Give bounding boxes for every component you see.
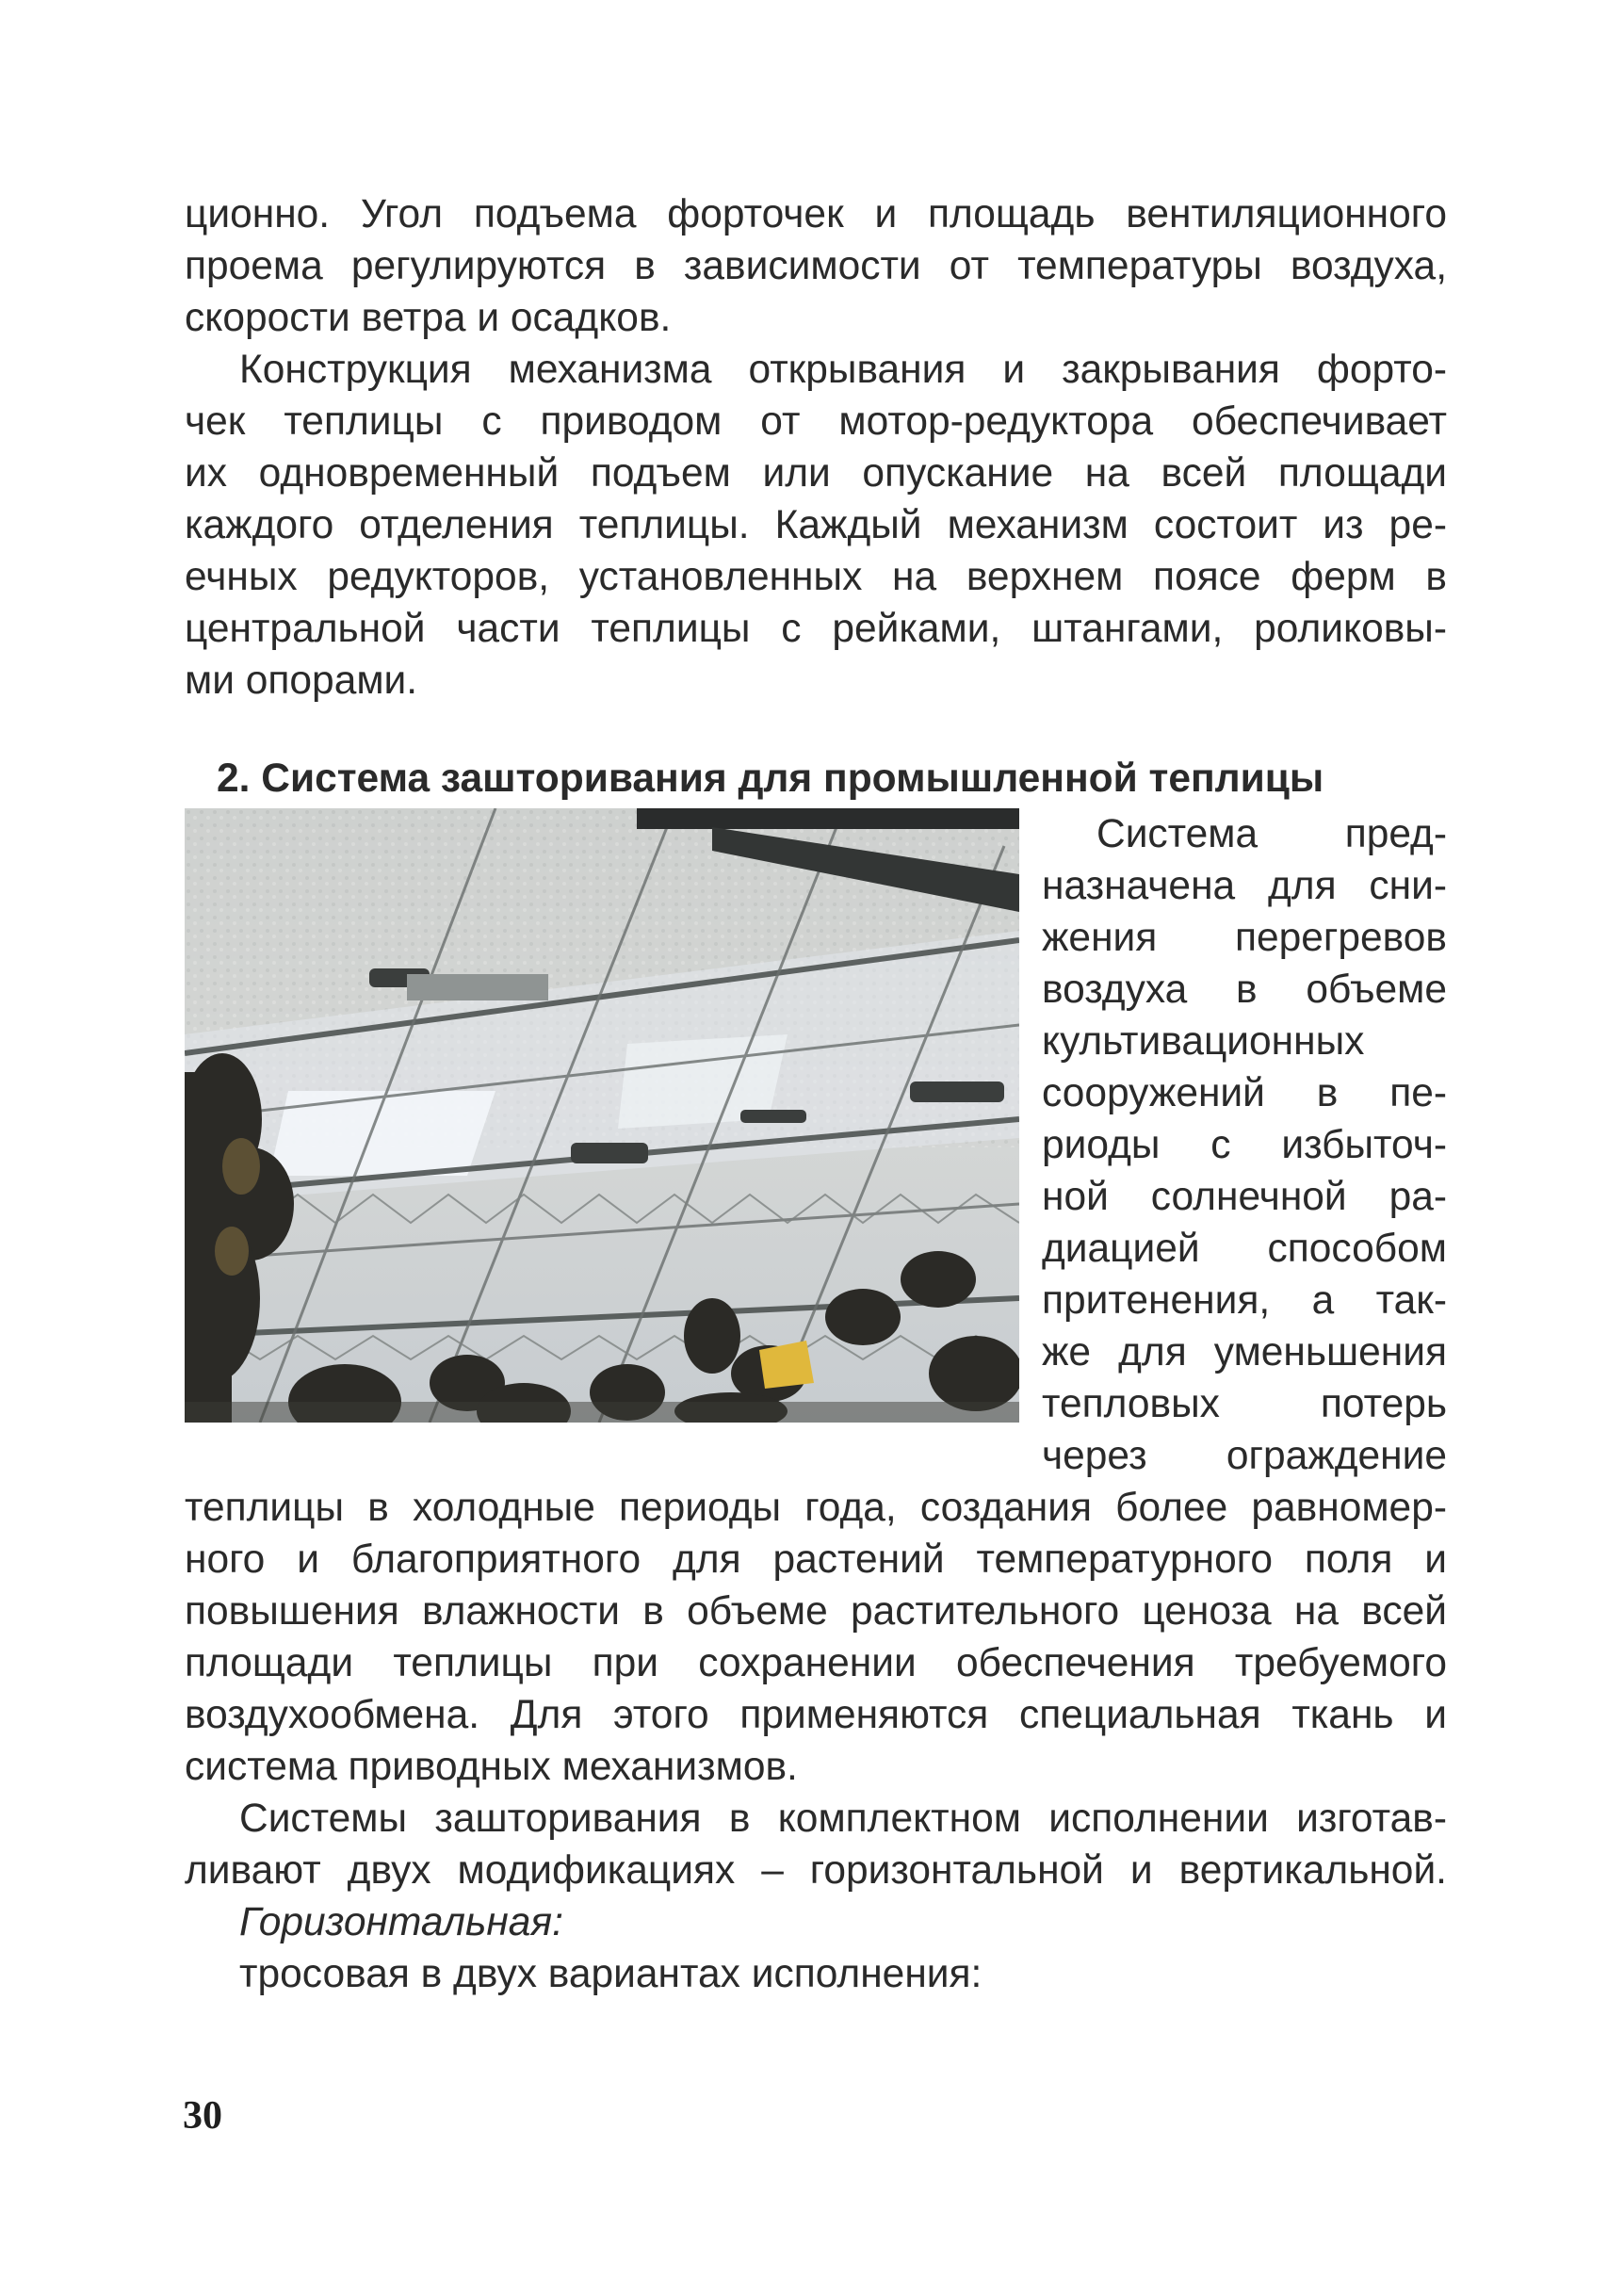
text-line: центральной части теплицы с рейками, штангами, роликовы- xyxy=(185,607,1447,651)
text-line: ми опорами. xyxy=(185,659,418,703)
text-line: сооружений в пе- xyxy=(1042,1071,1447,1115)
text-line: жения перегревов xyxy=(1042,916,1447,960)
text-line: Конструкция механизма открывания и закрывания форто- xyxy=(239,348,1447,392)
text-line: притенения, а так- xyxy=(1042,1278,1447,1323)
text-line: ного и благоприятного для растений температурного поля и xyxy=(185,1537,1447,1582)
top-paragraph xyxy=(185,188,1447,344)
text-line: Система пред- xyxy=(1096,812,1447,856)
text-line: же для уменьшения xyxy=(1042,1330,1447,1374)
side-column-text xyxy=(1042,808,1447,1482)
text-line: воздухообмена. Для этого применяются специальная ткань и xyxy=(185,1693,1447,1737)
list-intro: тросовая в двух вариантах исполнения: xyxy=(239,1952,983,1996)
figure-with-text xyxy=(185,808,1447,1482)
text-line: назначена для сни- xyxy=(1042,864,1447,908)
text-line: тепловых потерь xyxy=(1042,1382,1447,1426)
horizontal-label: Горизонтальная: xyxy=(239,1900,563,1944)
text-line: площади теплицы при сохранении обеспечения требуемого xyxy=(185,1641,1447,1685)
text-line: ечных редукторов, установленных на верхнем поясе ферм в xyxy=(185,555,1447,599)
text-line: риоды с избыточ- xyxy=(1042,1123,1447,1167)
section-heading: 2. Система зашторивания для промышленной теплицы xyxy=(217,756,1324,801)
mechanism-paragraph xyxy=(185,344,1447,707)
text-line: культивационных xyxy=(1042,1019,1365,1064)
text-line: проема регулируются в зависимости от температуры воздуха, xyxy=(185,244,1447,288)
text-line: повышения влажности в объеме растительного ценоза на всей xyxy=(185,1589,1447,1634)
text-line: их одновременный подъем или опускание на всей площади xyxy=(185,451,1447,496)
continued-paragraph xyxy=(185,1482,1447,1793)
text-line: ной солнечной ра- xyxy=(1042,1175,1447,1219)
text-line: через ограждение xyxy=(1042,1434,1447,1478)
page-number: 30 xyxy=(183,2094,222,2138)
text-line: чек теплицы с приводом от мотор-редуктора обеспечивает xyxy=(185,399,1447,444)
modifications-paragraph xyxy=(185,1793,1447,1896)
text-line: каждого отделения теплицы. Каждый механизм состоит из ре- xyxy=(185,503,1447,547)
text-line: теплицы в холодные периоды года, создания более равномер- xyxy=(185,1486,1447,1530)
text-line: ционно. Угол подъема форточек и площадь вентиляционного xyxy=(185,192,1447,236)
greenhouse-photo xyxy=(185,808,1019,1423)
text-line: система приводных механизмов. xyxy=(185,1745,798,1789)
text-line: Системы зашторивания в комплектном исполнении изготав- xyxy=(239,1797,1447,1841)
page-content xyxy=(185,188,1447,2000)
text-line: диацией способом xyxy=(1042,1227,1447,1271)
text-line: скорости ветра и осадков. xyxy=(185,296,672,340)
text-line: воздуха в объеме xyxy=(1042,968,1447,1012)
text-line: ливают двух модификациях – горизонтальной и вертикальной. xyxy=(185,1848,1447,1893)
